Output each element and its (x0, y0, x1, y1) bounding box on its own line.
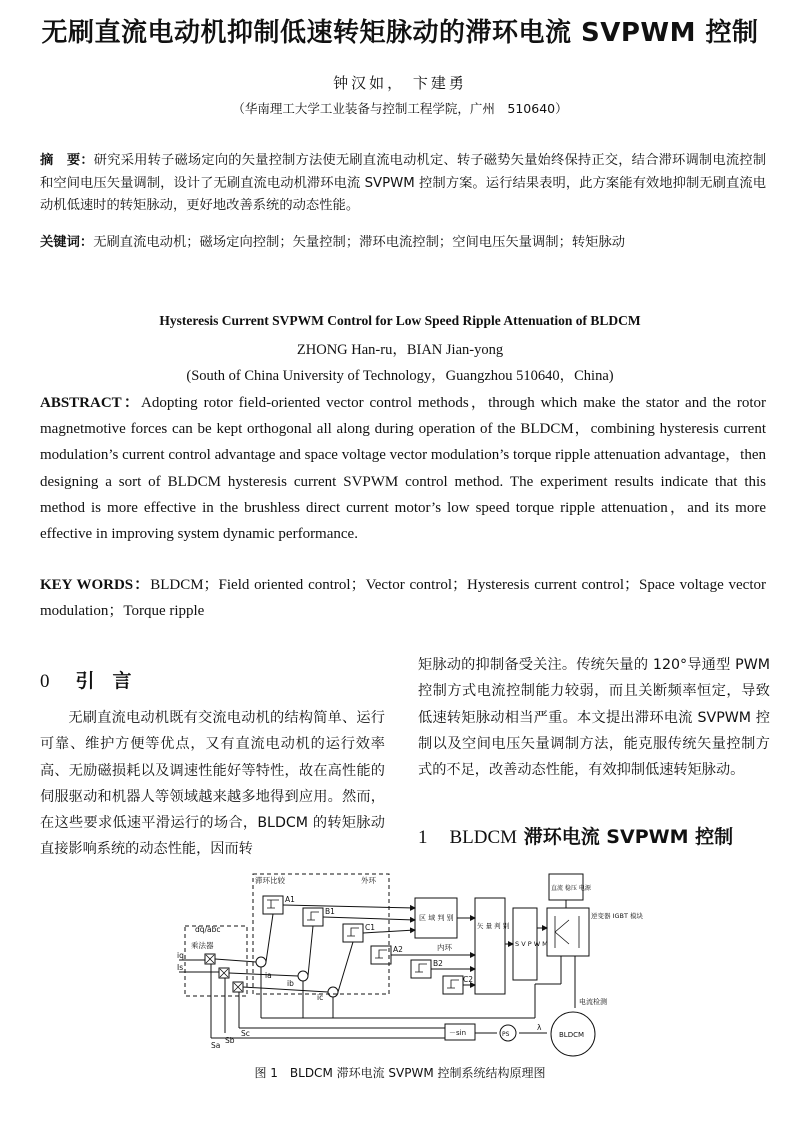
english-abstract-text: Adopting rotor field-oriented vector control methods，through which make the stator and the rotor magnetmotive forces can be kept orthogonal all along during operation of the BLDCM，combining hysteresis current modulation’s current control advantage and space voltage vector modulation’s torque ripple attenuation advantage，then designing a sort of BLDCM hysteresis current SVPWM control method. The experiment results indicate that this method is more effective in the brushless direct current motor’s low speed torque ripple attenuation，and its more effective in improving system dynamic performance. (40, 395, 766, 543)
fig-label-b1: B1 (325, 907, 335, 916)
keywords-cn (40, 232, 766, 255)
fig-label-vector: 矢 量 判 别 (477, 922, 510, 930)
keywords-cn-label: 关键词： (40, 235, 94, 250)
figure-1-caption: 图 1 BLDCM 滞环电流 SVPWM 控制系统结构原理图 (254, 1066, 546, 1080)
hysteresis-dashed-box (253, 874, 389, 994)
comparator-c2 (443, 976, 463, 994)
english-title: Hysteresis Current SVPWM Control for Low Speed Ripple Attenuation of BLDCM (159, 313, 641, 328)
fig-label-outer: 外环 (361, 876, 376, 885)
english-keywords-text: BLDCM；Field oriented control；Vector control；Hysteresis current control；Space voltage vector modulation；Torque ripple (40, 577, 767, 620)
fig-label-current-detect: 电流检测 (579, 998, 607, 1006)
section-1-title-en: BLDCM (449, 827, 518, 848)
fig-label-motor: BLDCM (559, 1031, 585, 1039)
fig-label-a2: A2 (393, 945, 403, 954)
abstract-cn (40, 150, 766, 218)
fig-label-ic: ic (317, 993, 324, 1002)
intro-left-paragraph: 无刷直流电动机既有交流电动机的结构简单、运行可靠、维护方便等优点，又有直流电动机的运行效率高、无励磁损耗以及调速性能好等特性，故在高性能的伺服驱动和机器人等领域越来越多地得到应用。然而，在这些要求低速平滑运行的场合，BLDCM 的转矩脉动直接影响系统的动态性能，因而转 (40, 710, 385, 858)
fig-label-dc-source: 直流 稳压 电源 (551, 885, 591, 892)
section-0-heading (40, 666, 150, 693)
fig-label-multiplier: 乘法器 (191, 941, 214, 950)
fig-label-c1: C1 (365, 923, 376, 932)
english-keywords (40, 572, 766, 624)
fig-label-a1: A1 (285, 895, 295, 904)
fig-label-iq: iq (177, 951, 184, 960)
paper-title: 无刷直流电动机抑制低速转矩脉动的滞环电流 SVPWM 控制 (41, 18, 759, 48)
fig-label-c2: C2 (463, 975, 474, 984)
fig-label-lambda: λ (537, 1023, 542, 1032)
comparator-a1 (263, 896, 283, 914)
fig-label-svpwm: S V P W M (515, 940, 548, 948)
fig-label-sin: －sin (449, 1029, 467, 1037)
vector-block (475, 898, 505, 994)
fig-label-hysteresis: 滞环比较 (255, 876, 285, 885)
abstract-cn-text: 研究采用转子磁场定向的矢量控制方法使无刷直流电动机定、转子磁势矢量始终保持正交，结合滞环调制电流控制和空间电压矢量调制，设计了无刷直流电动机滞环电流 SVPWM 控制方案。运行结果表明，此方案能有效地抑制无刷直流电动机低速时的转矩脉动，更好地改善系统的动态性能。 (40, 153, 767, 213)
fig-label-sc: Sc (241, 1029, 250, 1038)
section-1-number: 1 (418, 827, 428, 848)
fig-label-sa: Sa (211, 1041, 221, 1050)
fig-label-ib: ib (287, 979, 294, 988)
figure-1-block-diagram (175, 868, 644, 1058)
comparator-b2 (411, 960, 431, 978)
fig-label-dqabc: dq/abc (195, 925, 221, 934)
english-affiliation: (South of China University of Technology，Guangzhou 510640，China) (186, 368, 614, 384)
english-authors: ZHONG Han-ru，BIAN Jian-yong (296, 342, 504, 358)
intro-right-paragraph: 矩脉动的抑制备受关注。传统矢量的 120°导通型 PWM 控制方式电流控制能力较弱，而且关断频率恒定，导致低速转矩脉动相当严重。本文提出滞环电流 SVPWM 控制以及空间电压矢量调制方法，能克服传统矢量控制方式的不足，改善动态性能，有效抑制低速转矩脉动。 (418, 657, 770, 779)
fig-label-inverter: 逆变器 IGBT 模块 (591, 912, 644, 920)
abstract-cn-label: 摘 要： (40, 153, 94, 168)
english-abstract (40, 390, 766, 547)
section-0-title: 引言 (75, 670, 150, 692)
english-keywords-label: KEY WORDS： (40, 577, 151, 593)
authors-cn: 钟汉如， 卞建勇 (333, 74, 467, 92)
keywords-cn-text: 无刷直流电动机；磁场定向控制；矢量控制；滞环电流控制；空间电压矢量调制；转矩脉动 (93, 235, 626, 250)
fig-label-inner: 内环 (437, 943, 452, 952)
comparator-a2 (371, 946, 391, 964)
english-abstract-label: ABSTRACT： (40, 395, 141, 411)
fig-label-region: 区 域 判 别 (419, 914, 454, 922)
inverter-block (547, 908, 589, 956)
fig-label-is: Is (177, 963, 184, 972)
section-1-title-cn: 滞环电流 SVPWM 控制 (517, 826, 734, 848)
fig-label-ps: PS (502, 1031, 510, 1038)
section-1-heading (418, 822, 733, 849)
section-0-number: 0 (40, 671, 50, 692)
affiliation-cn: （华南理工大学工业装备与控制工程学院，广州 510640） (232, 101, 568, 116)
fig-label-b2: B2 (433, 959, 443, 968)
fig-label-ia: ia (265, 971, 272, 980)
fig-label-sb: Sb (225, 1036, 235, 1045)
comparator-b1 (303, 908, 323, 926)
comparator-c1 (343, 924, 363, 942)
